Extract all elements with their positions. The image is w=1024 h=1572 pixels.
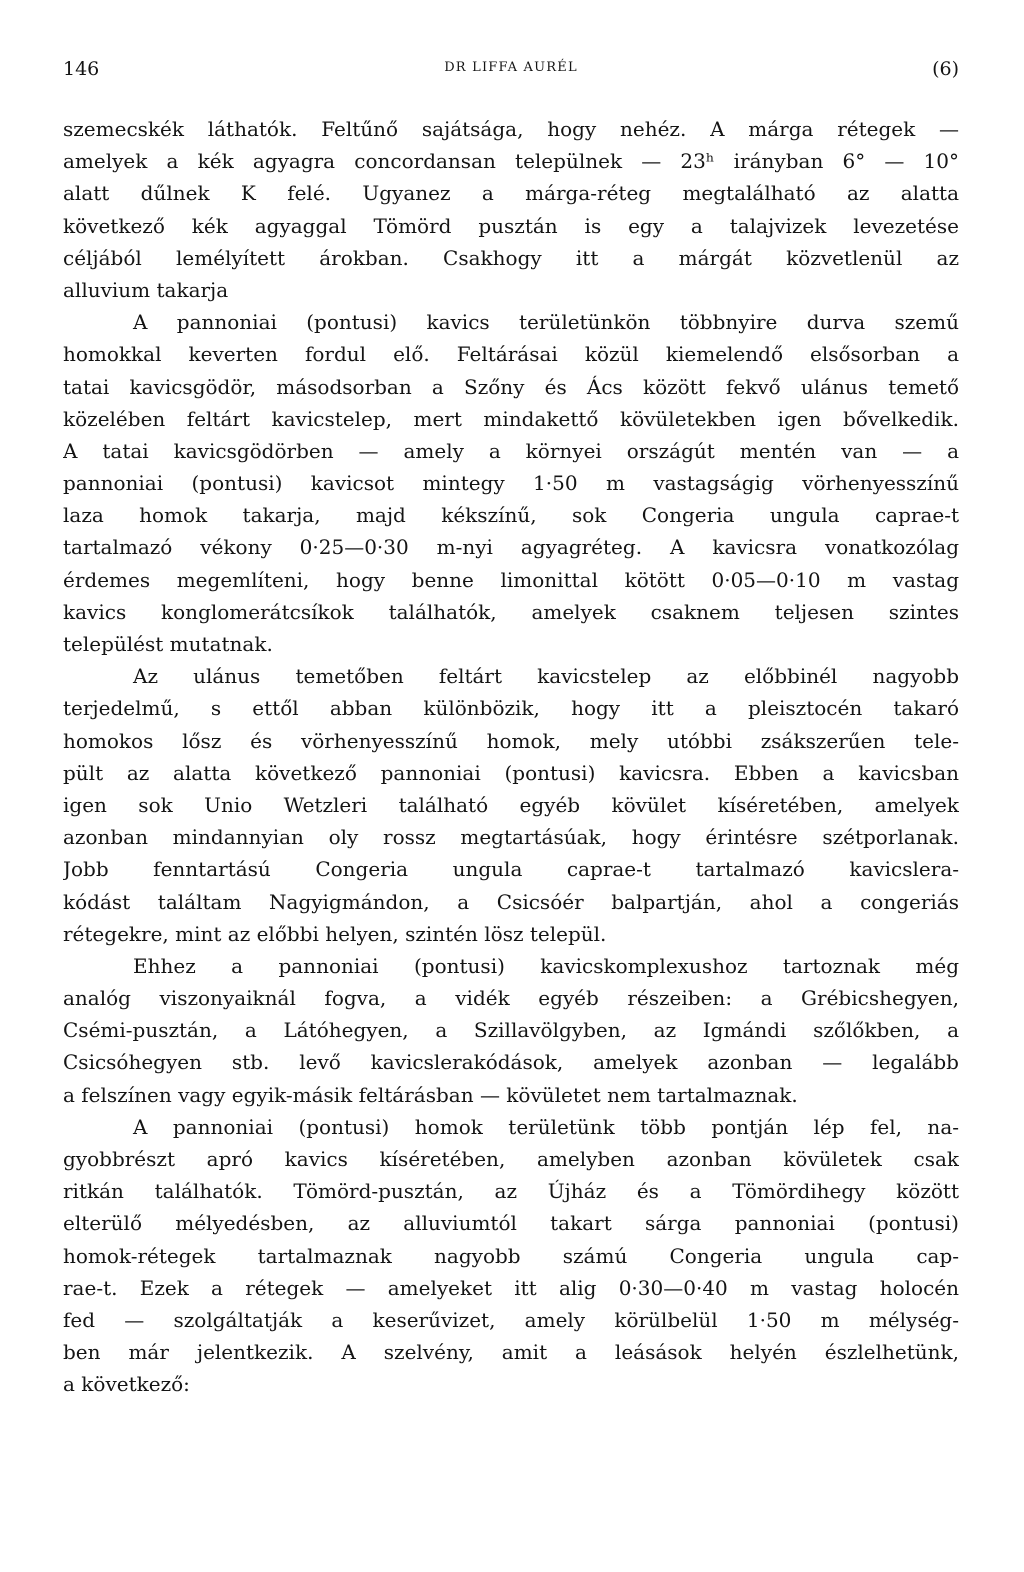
text-line: Csicsóhegyen stb. levő kavicslerakódások, amelyek azonban — legalább — [63, 1050, 959, 1075]
text-line: Csémi-pusztán, a Látóhegyen, a Szillavölgyben, az Igmándi szőlőkben, a — [63, 1018, 959, 1043]
text-line: A pannoniai (pontusi) kavics területünkön többnyire durva szemű — [133, 310, 959, 335]
text-line: kódást találtam Nagyigmándon, a Csicsóér balpartján, ahol a congeriás — [63, 889, 959, 914]
text-line: közelében feltárt kavicstelep, mert mindakettő kövületekben igen bővelkedik. — [63, 406, 959, 431]
text-line: érdemes megemlíteni, hogy benne limonittal kötött 0·05—0·10 m vastag — [63, 567, 959, 592]
text-line: Jobb fenntartású Congeria ungula caprae-t tartalmazó kavicslera- — [63, 857, 959, 882]
text-line: tatai kavicsgödör, másodsorban a Szőny és Ács között fekvő ulánus temető — [63, 374, 959, 399]
text-line: tartalmazó vékony 0·25—0·30 m-nyi agyagréteg. A kavicsra vonatkozólag — [63, 535, 959, 560]
text-line: pült az alatta következő pannoniai (pontusi) kavicsra. Ebben a kavicsban — [63, 760, 959, 785]
text-line: alatt dűlnek K felé. Ugyanez a márga-réteg megtalálható az alatta — [63, 181, 959, 206]
text-line: céljából lemélyített árokban. Csakhogy itt a márgát közvetlenül az — [63, 245, 959, 270]
text-line: Az ulánus temetőben feltárt kavicstelep az előbbinél nagyobb — [133, 664, 959, 689]
text-line: fed — szolgáltatják a keserűvizet, amely körülbelül 1·50 m mélység- — [63, 1307, 959, 1332]
text-line: analóg viszonyaiknál fogva, a vidék egyéb részeiben: a Grébicshegyen, — [63, 986, 959, 1011]
text-line: rae-t. Ezek a rétegek — amelyeket itt alig 0·30—0·40 m vastag holocén — [63, 1275, 959, 1300]
text-line: igen sok Unio Wetzleri található egyéb kövület kíséretében, amelyek — [63, 792, 959, 817]
text-line: szemecskék láthatók. Feltűnő sajátsága, hogy nehéz. A márga rétegek — — [63, 117, 959, 141]
text-line: kavics konglomerátcsíkok találhatók, amelyek csaknem teljesen szintes — [63, 599, 959, 624]
text-line: a következő: — [63, 1372, 190, 1397]
text-line: homok-rétegek tartalmaznak nagyobb számú Congeria ungula cap- — [63, 1243, 959, 1268]
text-line: A tatai kavicsgödörben — amely a környei országút mentén van — a — [63, 438, 959, 463]
text-line: pannoniai (pontusi) kavicsot mintegy 1·50 m vastagságig vörhenyesszínű — [63, 471, 959, 496]
page-header — [63, 58, 959, 88]
running-title: DR LIFFA AURÉL — [444, 60, 578, 75]
text-line: terjedelmű, s ettől abban különbözik, hogy itt a pleisztocén takaró — [63, 696, 959, 721]
text-line: laza homok takarja, majd kékszínű, sok Congeria ungula caprae-t — [63, 503, 959, 528]
text-line: A pannoniai (pontusi) homok területünk több pontján lép fel, na- — [133, 1114, 959, 1139]
text-line: következő kék agyaggal Tömörd pusztán is egy a talajvizek levezetése — [63, 213, 959, 238]
part-number: (6) — [932, 58, 959, 80]
body-text — [63, 113, 959, 1401]
text-line: települést mutatnak. — [63, 632, 273, 656]
text-line: gyobbrészt apró kavics kíséretében, amelyben azonban kövületek csak — [63, 1147, 959, 1171]
text-line: amelyek a kék agyagra concordansan települnek — 23ʰ irányban 6° — 10° — [63, 149, 959, 174]
text-line: ritkán találhatók. Tömörd-pusztán, az Újház és a Tömördihegy között — [63, 1179, 959, 1204]
text-line: homokkal keverten fordul elő. Feltárásai közül kiemelendő elsősorban a — [63, 342, 959, 367]
text-line: azonban mindannyian oly rossz megtartásúak, hogy érintésre szétporlanak. — [63, 825, 959, 850]
page-number: 146 — [63, 58, 100, 80]
text-line: ben már jelentkezik. A szelvény, amit a leásások helyén észlelhetünk, — [63, 1340, 959, 1365]
text-line: Ehhez a pannoniai (pontusi) kavicskomplexushoz tartoznak még — [133, 953, 959, 978]
text-line: a felszínen vagy egyik-másik feltárásban — kövületet nem tartalmaznak. — [63, 1082, 798, 1107]
text-line: rétegekre, mint az előbbi helyen, szintén lösz települ. — [63, 921, 607, 946]
text-line: elterülő mélyedésben, az alluviumtól takart sárga pannoniai (pontusi) — [63, 1211, 959, 1236]
text-line: homokos lősz és vörhenyesszínű homok, mely utóbbi zsákszerűen tele- — [63, 728, 959, 753]
text-line: alluvium takarja — [63, 277, 229, 302]
